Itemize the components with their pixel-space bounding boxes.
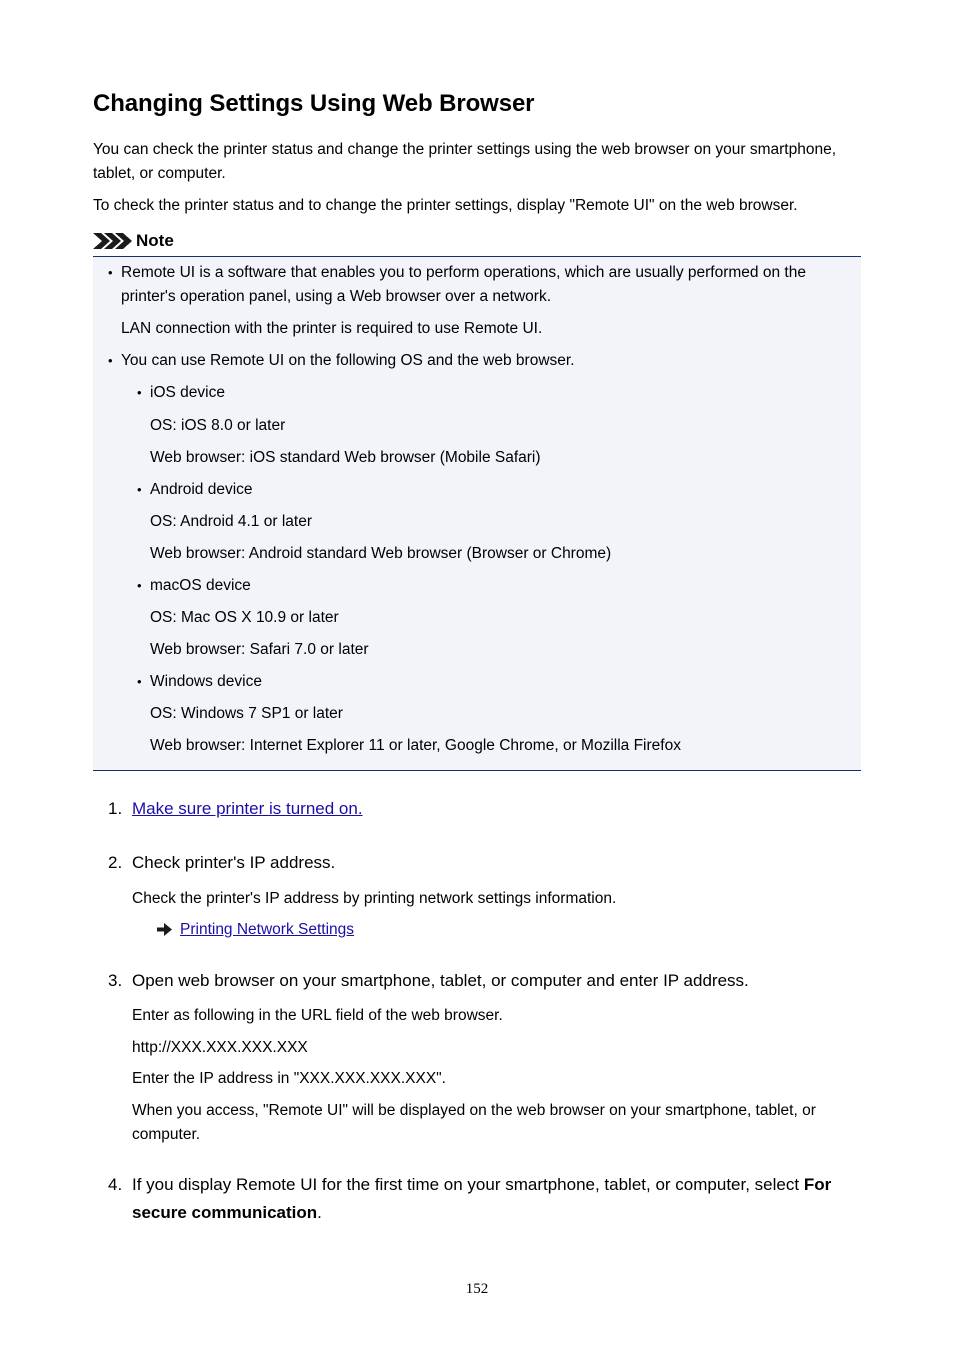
page-title: Changing Settings Using Web Browser (93, 90, 535, 117)
device-browser-ios: Web browser: iOS standard Web browser (Mobile Safari) (150, 449, 541, 466)
step-3-line-1: Enter as following in the URL field of the web browser. (132, 1007, 503, 1024)
bullet-icon: • (137, 674, 142, 689)
intro-paragraph-2: To check the printer status and to change the printer settings, display "Remote UI" on the web browser. (93, 197, 798, 214)
step-4-text (132, 1171, 852, 1227)
device-name-ios: iOS device (150, 384, 225, 401)
step-3-line-3: Enter the IP address in "XXX.XXX.XXX.XXX". (132, 1070, 446, 1087)
step-4-number: 4. (108, 1175, 123, 1194)
for-secure-communication-label: For secure communication (132, 1175, 832, 1222)
step-2-title: Check printer's IP address. (132, 853, 336, 872)
device-browser-macos: Web browser: Safari 7.0 or later (150, 641, 369, 658)
printing-network-settings-link[interactable]: Printing Network Settings (180, 921, 355, 938)
device-browser-android: Web browser: Android standard Web browser (Browser or Chrome) (150, 545, 612, 562)
device-os-macos: OS: Mac OS X 10.9 or later (150, 609, 339, 626)
note-heading (93, 228, 861, 254)
device-name-macos: macOS device (150, 577, 251, 594)
step-3-title: Open web browser on your smartphone, tablet, or computer and enter IP address. (132, 971, 749, 990)
step-3-url-example: http://XXX.XXX.XXX.XXX (132, 1039, 308, 1056)
note-item-1-line-2: printer's operation panel, using a Web browser over a network. (121, 288, 552, 305)
device-os-android: OS: Android 4.1 or later (150, 513, 312, 530)
bullet-icon: • (137, 482, 142, 497)
device-os-windows: OS: Windows 7 SP1 or later (150, 705, 343, 722)
step-1-link[interactable]: Make sure printer is turned on. (132, 799, 363, 818)
device-browser-windows: Web browser: Internet Explorer 11 or later, Google Chrome, or Mozilla Firefox (150, 737, 681, 754)
step-3-line-4: When you access, "Remote UI" will be displayed on the web browser on your smartphone, tablet, or computer. (132, 1102, 816, 1143)
step-3-number: 3. (108, 971, 123, 990)
step-2-description: Check the printer's IP address by printing network settings information. (132, 890, 617, 907)
bullet-icon: • (137, 578, 142, 593)
bullet-icon: • (137, 385, 142, 400)
bullet-icon: • (108, 265, 113, 280)
step-4-text-pre: If you display Remote UI for the first time on your smartphone, tablet, or computer, select (132, 1175, 800, 1194)
note-item-1-line-1: Remote UI is a software that enables you to perform operations, which are usually performed on the (121, 264, 806, 281)
intro-paragraph-1: You can check the printer status and change the printer settings using the web browser on your smartphone, tablet, or computer. (93, 141, 837, 182)
note-item-2-text: You can use Remote UI on the following OS and the web browser. (121, 352, 575, 369)
note-title: Note (136, 231, 174, 250)
device-os-ios: OS: iOS 8.0 or later (150, 417, 286, 434)
note-box (93, 256, 861, 771)
bullet-icon: • (108, 353, 113, 368)
note-item-1-extra: LAN connection with the printer is required to use Remote UI. (121, 320, 543, 337)
step-4-text-post: . (317, 1203, 322, 1222)
device-name-android: Android device (150, 481, 253, 498)
arrow-right-icon (157, 923, 173, 936)
page-number: 152 (465, 1281, 489, 1297)
step-2-number: 2. (108, 853, 123, 872)
device-name-windows: Windows device (150, 673, 262, 690)
step-1-number: 1. (108, 799, 123, 818)
note-arrows-icon (93, 232, 133, 250)
